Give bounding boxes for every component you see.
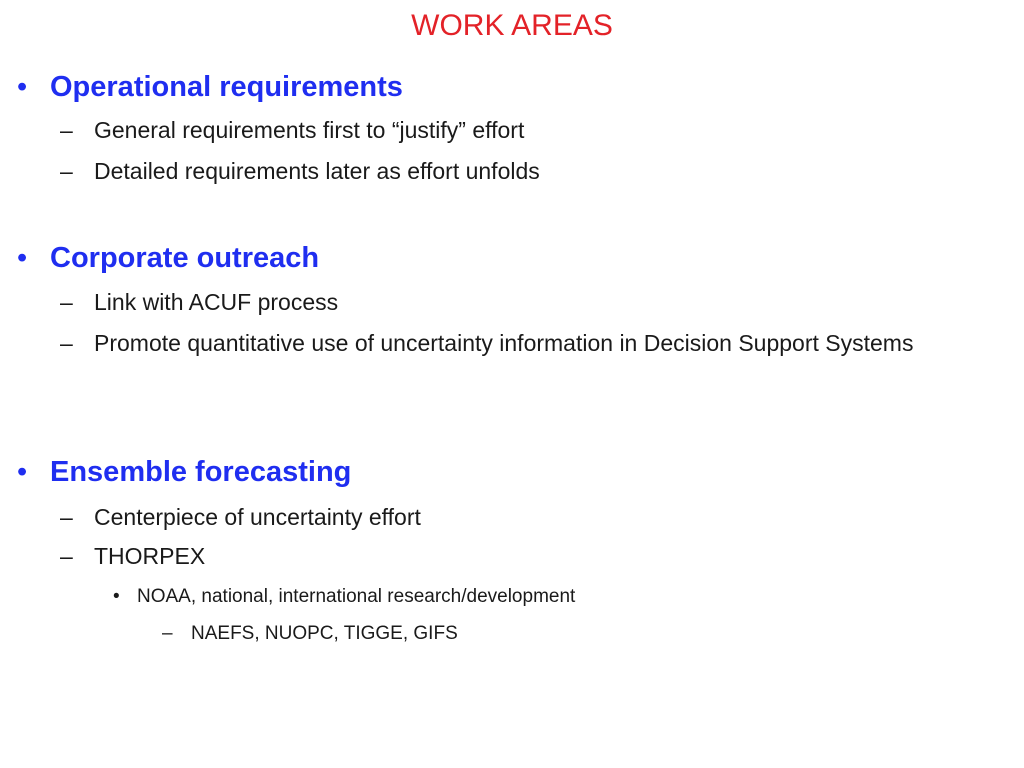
dash-marker: – — [60, 330, 73, 356]
sub-bullet-text: THORPEX — [94, 543, 206, 569]
bullet-heading: Ensemble forecasting — [50, 456, 352, 488]
sub-sub-sub-bullet-text: NAEFS, NUOPC, TIGGE, GIFS — [191, 623, 458, 644]
sub-bullet-text: Centerpiece of uncertainty effort — [94, 504, 421, 530]
dash-marker: – — [60, 289, 73, 315]
sub-sub-bullet-text: NOAA, national, international research/development — [137, 586, 576, 607]
sub-bullet — [60, 113, 524, 148]
sub-bullet — [60, 154, 540, 189]
sub-bullet-text: Promote quantitative use of uncertainty information in Decision Support Systems — [94, 330, 914, 356]
bullet-marker: • — [17, 456, 28, 488]
sub-bullet — [60, 326, 1005, 361]
bullet-corporate-outreach — [17, 240, 319, 276]
bullet-marker: • — [17, 242, 28, 274]
bullet-marker: • — [113, 586, 120, 607]
sub-bullet-text: General requirements first to “justify” effort — [94, 117, 525, 143]
sub-sub-sub-bullet — [162, 621, 458, 647]
sub-bullet-text: Detailed requirements later as effort unfolds — [94, 158, 540, 184]
sub-bullet — [60, 500, 421, 535]
sub-bullet-text: Link with ACUF process — [94, 289, 339, 315]
bullet-ensemble-forecasting — [17, 454, 351, 490]
slide-title: WORK AREAS — [411, 9, 613, 42]
sub-bullet — [60, 539, 205, 574]
bullet-heading: Corporate outreach — [50, 242, 320, 274]
dash-marker: – — [60, 158, 73, 184]
sub-bullet — [60, 285, 338, 320]
bullet-marker: • — [17, 71, 28, 103]
sub-sub-bullet — [113, 584, 575, 610]
dash-marker: – — [60, 504, 73, 530]
dash-marker: – — [60, 117, 73, 143]
bullet-operational-requirements — [17, 69, 403, 105]
bullet-heading: Operational requirements — [50, 71, 403, 103]
dash-marker: – — [60, 543, 73, 569]
dash-marker: – — [162, 623, 173, 644]
